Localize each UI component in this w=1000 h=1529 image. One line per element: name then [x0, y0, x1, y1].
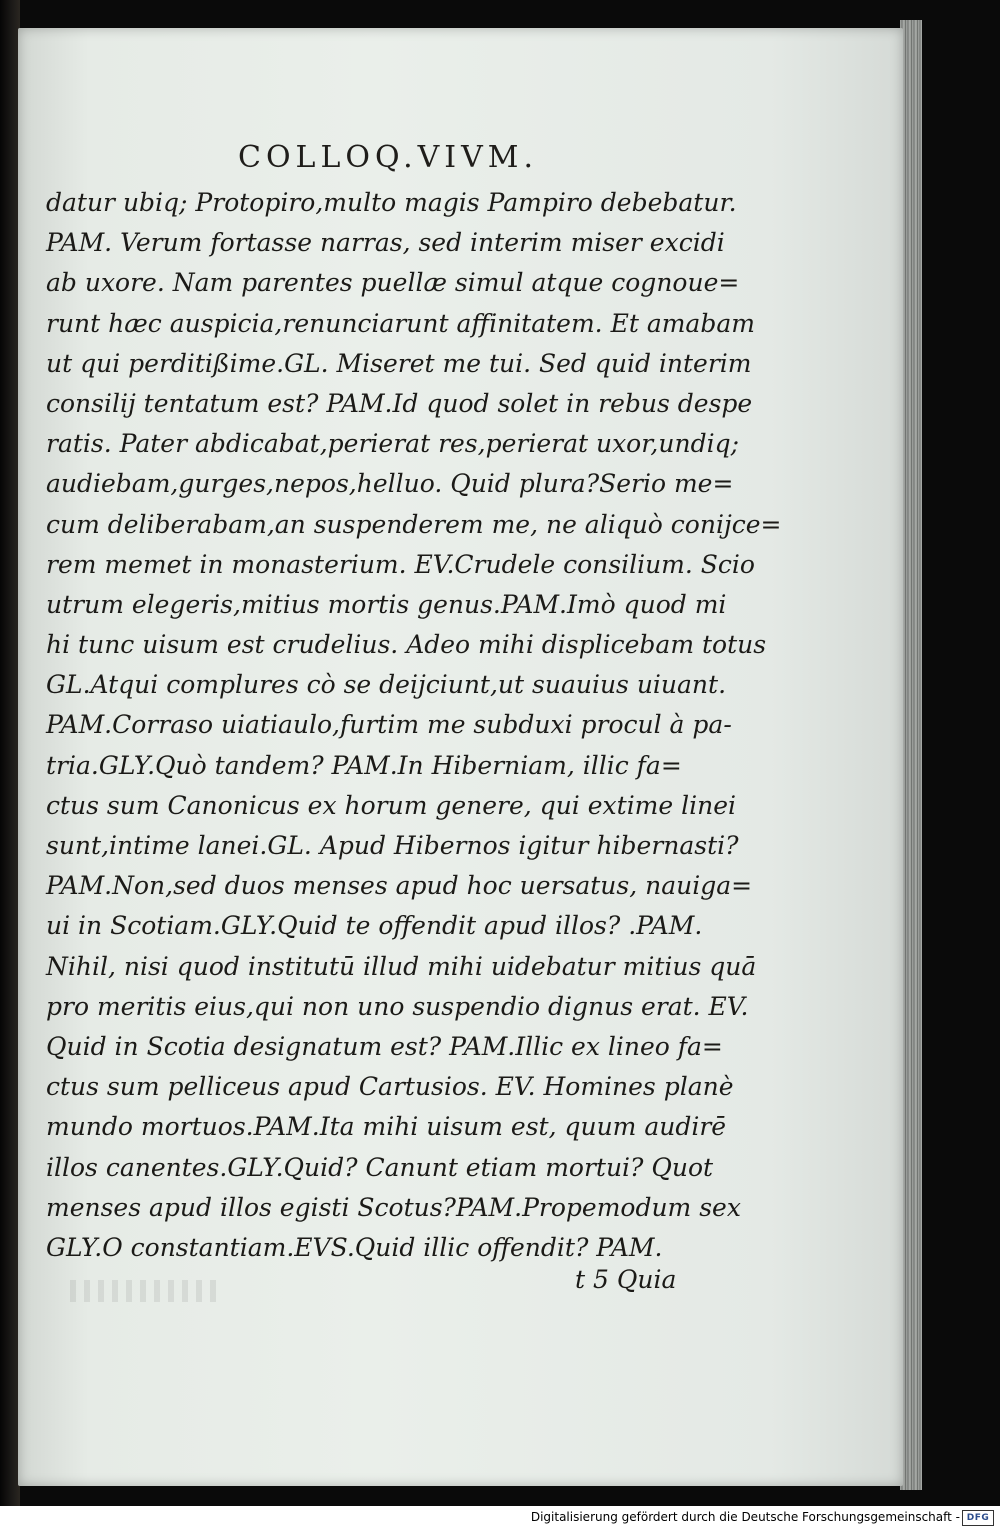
show-through-bleed: [70, 1280, 220, 1302]
text-line: runt hæc auspicia,renunciarunt affinitatem. Et amabam: [46, 308, 755, 338]
book-spine-edge: [0, 0, 20, 1506]
text-line: sunt,intime lanei.GL. Apud Hibernos igitur hibernasti?: [46, 831, 739, 860]
text-line: datur ubiq; Protopiro,multo magis Pampiro debebatur.: [46, 188, 737, 217]
text-line: audiebam,gurges,nepos,helluo. Quid plura?Serio me=: [46, 469, 734, 499]
text-line: GL.Atqui complures cò se deijciunt,ut suauius uiuant.: [46, 670, 727, 700]
running-head: COLLOQ.VIVM.: [238, 140, 539, 175]
text-line: GLY.O constantiam.EVS.Quid illic offendit? PAM.: [46, 1232, 663, 1262]
text-line: PAM. Verum fortasse narras, sed interim miser excidi: [46, 228, 725, 258]
text-line: ui in Scotiam.GLY.Quid te offendit apud illos? .PAM.: [46, 911, 703, 941]
text-line: ctus sum Canonicus ex horum genere, qui extime linei: [46, 790, 737, 820]
footer-bar: [0, 1506, 1000, 1529]
text-line: rem memet in monasterium. EV.Crudele consilium. Scio: [46, 549, 755, 579]
text-line: ratis. Pater abdicabat,perierat res,perierat uxor,undiq;: [46, 429, 740, 459]
page-stack-edges: [900, 20, 922, 1490]
text-line: hi tunc uisum est crudelius. Adeo mihi displicebam totus: [46, 630, 767, 660]
text-line: ctus sum pelliceus apud Cartusios. EV. Homines planè: [46, 1072, 734, 1102]
signature-catchword: t 5 Quia: [575, 1265, 677, 1294]
text-line: ut qui perditißime.GL. Miseret me tui. Sed quid interim: [46, 348, 752, 378]
text-line: pro meritis eius,qui non uno suspendio dignus erat. EV.: [46, 991, 749, 1021]
dfg-logo-text: DFG: [966, 1513, 990, 1523]
text-line: illos canentes.GLY.Quid? Canunt etiam mortui? Quot: [46, 1152, 714, 1182]
text-line: PAM.Non,sed duos menses apud hoc uersatus, nauiga=: [46, 871, 753, 901]
text-line: ab uxore. Nam parentes puellæ simul atque cognoue=: [46, 268, 740, 298]
footer-credit: Digitalisierung gefördert durch die Deutsche Forschungsgemeinschaft -: [530, 1510, 960, 1524]
text-line: Quid in Scotia designatum est? PAM.Illic ex lineo fa=: [46, 1031, 723, 1061]
text-line: tria.GLY.Quò tandem? PAM.In Hiberniam, illic fa=: [46, 750, 682, 780]
text-line: consilij tentatum est? PAM.Id quod solet in rebus despe: [46, 388, 753, 418]
body-text: [46, 183, 782, 1268]
text-line: PAM.Corraso uiatiaulo,furtim me subduxi procul à pa-: [46, 710, 732, 740]
text-line: utrum elegeris,mitius mortis genus.PAM.Imò quod mi: [46, 589, 727, 619]
dfg-logo-icon: [962, 1510, 994, 1526]
text-line: mundo mortuos.PAM.Ita mihi uisum est, quum audirē: [46, 1112, 727, 1142]
text-line: Nihil, nisi quod institutū illud mihi uidebatur mitius quā: [46, 951, 757, 981]
text-line: cum deliberabam,an suspenderem me, ne aliquò conijce=: [46, 509, 782, 539]
text-line: menses apud illos egisti Scotus?PAM.Propemodum sex: [46, 1192, 741, 1222]
